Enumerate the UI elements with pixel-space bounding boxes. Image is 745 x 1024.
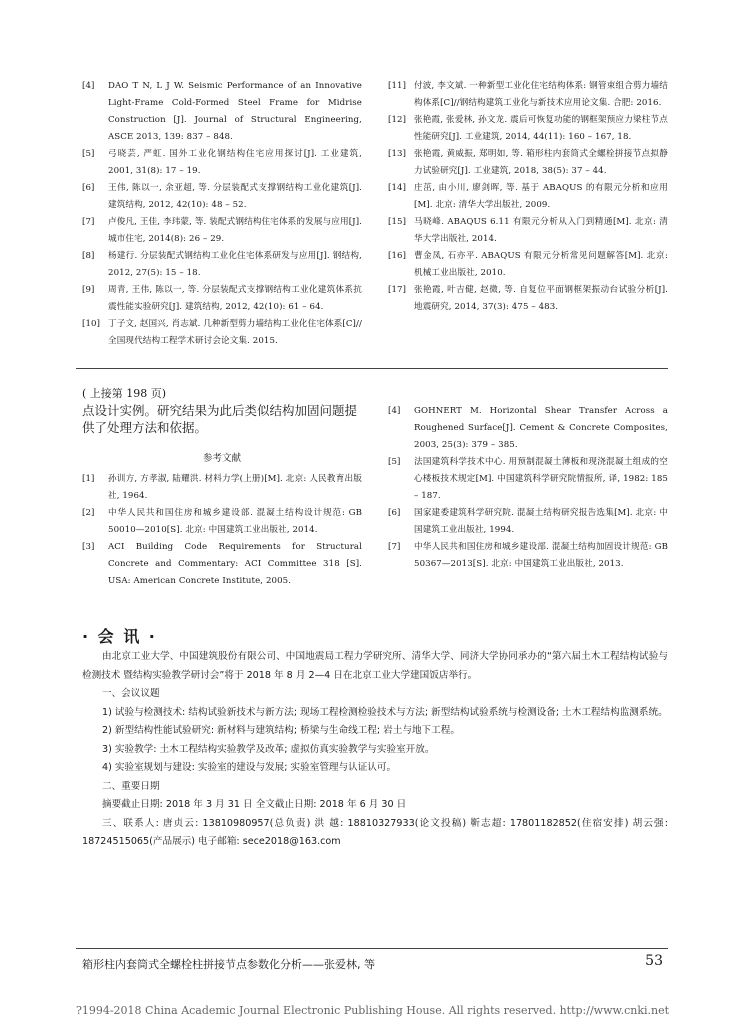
- news-section-dates: 二、重要日期: [102, 780, 160, 792]
- reference-text: 张艳霞, 张爱林, 孙文龙. 震后可恢复功能的钢框架预应力梁柱节点性能研究[J]. 工业建筑, 2014, 44(11): 160 – 167, 18.: [414, 115, 668, 142]
- continued-label: ( 上接第 198 页): [82, 387, 167, 400]
- reference-number: [10]: [82, 319, 101, 329]
- reference-text: 王伟, 陈以一, 余亚超, 等. 分层装配式支撑钢结构工业化建筑[J]. 建筑结构, 2012, 42(10): 48 – 52.: [108, 183, 362, 210]
- reference-text: 法国建筑科学技术中心. 用预制混凝土薄板和现浇混凝土组成的空心楼板技术规定[M]. 中国建筑科学研究院情报所, 译, 1982: 185 – 187.: [414, 457, 668, 501]
- refs2-right-column: [388, 403, 668, 573]
- reference-number: [8]: [82, 251, 95, 261]
- references-heading: 参考文献: [202, 453, 241, 464]
- news-section-topics: 一、会议议题: [102, 688, 160, 699]
- reference-text: 曹金凤, 石亦平. ABAQUS 有限元分析常见问题解答[M]. 北京: 机械工业出版社, 2010.: [414, 251, 668, 278]
- news-body: [82, 648, 668, 852]
- reference-number: [14]: [388, 183, 407, 193]
- reference-text: 中华人民共和国住房和城乡建设部. 混凝土结构设计规范: GB 50010—2010[S]. 北京: 中国建筑工业出版社, 2014.: [108, 508, 362, 535]
- running-title: 箱形柱内套筒式全螺栓柱拼接节点参数化分析——张爱林, 等: [82, 958, 375, 971]
- reference-number: [4]: [82, 81, 95, 91]
- copyright-line: ?1994-2018 China Academic Journal Electronic Publishing House. All rights reserved. http://www.cnki.net: [75, 1004, 670, 1017]
- news-intro: 由北京工业大学、中国建筑股份有限公司、中国地震局工程力学研究所、清华大学、同济大学协同承办的“第六届土木工程结构试验与检测技术 暨结构实验教学研讨会”将于 2018 年 8 月 2—4 日在北京工业大学建国饭店举行。: [82, 651, 668, 681]
- reference-item: [82, 248, 362, 282]
- reference-item: [388, 112, 668, 146]
- continued-text: 点设计实例。研究结果为此后类似结构加固问题提供了处理方法和依据。: [82, 403, 358, 435]
- reference-text: 张艳霞, 黄威振, 郑明如, 等. 箱形柱内套筒式全螺栓拼接节点拟静力试验研究[J]. 工业建筑, 2018, 38(5): 37 – 44.: [414, 149, 668, 176]
- reference-number: [17]: [388, 285, 407, 295]
- refs-right-column: [388, 78, 668, 316]
- reference-text: 付波, 李文斌. 一种新型工业化住宅结构体系: 钢管束组合剪力墙结构体系[C]//钢结构建筑工业化与新技术应用论文集. 合肥: 2016.: [414, 81, 668, 108]
- section-divider: [76, 368, 668, 369]
- refs-left-column: [82, 78, 362, 350]
- news-contacts: 三、联系人: 唐贞云: 13810980957(总负责) 洪 越: 18810327933(论文投稿) 靳志超: 17801182852(住宿安排) 胡云强: 18724515065(产品展示) 电子邮箱: sece2018@163.com: [82, 817, 668, 847]
- reference-number: [12]: [388, 115, 407, 125]
- reference-item: [82, 180, 362, 214]
- news-title: · 会 讯 ·: [82, 627, 157, 646]
- reference-item: [388, 248, 668, 282]
- news-dates: 摘要截止日期: 2018 年 3 月 31 日 全文截止日期: 2018 年 6 月 30 日: [102, 799, 407, 810]
- news-topic: 4) 实验室规划与建设: 实验室的建设与发展; 实验室管理与认证认可。: [102, 762, 397, 773]
- reference-number: [15]: [388, 217, 407, 227]
- reference-text: 周青, 王伟, 陈以一, 等. 分层装配式支撑钢结构工业化建筑体系抗震性能实验研究[J]. 建筑结构, 2012, 42(10): 61 – 64.: [108, 285, 362, 312]
- reference-number: [4]: [388, 406, 401, 416]
- reference-number: [9]: [82, 285, 95, 295]
- reference-item: [82, 471, 362, 505]
- reference-text: 国家建委建筑科学研究院. 混凝土结构研究报告选集[M]. 北京: 中国建筑工业出版社, 1994.: [414, 508, 668, 535]
- news-topic: 2) 新型结构性能试验研究: 新材料与建筑结构; 桥梁与生命线工程; 岩土与地下工程。: [102, 725, 460, 736]
- reference-number: [16]: [388, 251, 407, 261]
- reference-number: [1]: [82, 474, 95, 484]
- reference-text: 马晓峰. ABAQUS 6.11 有限元分析从入门到精通[M]. 北京: 清华大学出版社, 2014.: [414, 217, 668, 244]
- reference-text: 卢俊凡, 王佳, 李玮蒙, 等. 装配式钢结构住宅体系的发展与应用[J]. 城市住宅, 2014(8): 26 – 29.: [108, 217, 362, 244]
- page-number: 53: [645, 953, 663, 969]
- reference-number: [6]: [388, 508, 401, 518]
- reference-text: 杨建行. 分层装配式钢结构工业化住宅体系研发与应用[J]. 钢结构, 2012, 27(5): 15 – 18.: [108, 251, 362, 278]
- reference-item: [388, 180, 668, 214]
- reference-text: 孙训方, 方孝淑, 陆耀洪. 材料力学(上册)[M]. 北京: 人民教育出版社, 1964.: [108, 474, 362, 501]
- reference-item: [82, 78, 362, 146]
- reference-item: [388, 454, 668, 505]
- reference-item: [388, 539, 668, 573]
- reference-item: [388, 214, 668, 248]
- reference-text: 中华人民共和国住房和城乡建设部. 混凝土结构加固设计规范: GB 50367—2013[S]. 北京: 中国建筑工业出版社, 2013.: [414, 542, 668, 569]
- reference-item: [388, 403, 668, 454]
- reference-text: DAO T N, L J W. Seismic Performance of an Innovative Light-Frame Cold-Formed Steel Frame for Midrise Construction [J]. Journal of Structural Engineering, ASCE 2013, 139: 837 – 848.: [108, 81, 362, 142]
- reference-text: GOHNERT M. Horizontal Shear Transfer Across a Roughened Surface[J]. Cement & Concrete Composites, 2003, 25(3): 379 – 385.: [414, 406, 668, 450]
- reference-number: [3]: [82, 542, 95, 552]
- reference-item: [82, 505, 362, 539]
- reference-number: [6]: [82, 183, 95, 193]
- reference-text: 丁子文, 赵国兴, 肖志斌. 几种新型剪力墙结构工业化住宅体系[C]//全国现代结构工程学术研讨会论文集. 2015.: [108, 319, 362, 346]
- reference-item: [388, 78, 668, 112]
- reference-number: [5]: [82, 149, 95, 159]
- reference-item: [388, 146, 668, 180]
- reference-number: [7]: [388, 542, 401, 552]
- refs2-left-list: [82, 471, 362, 590]
- reference-text: 弓晓芸, 严虹. 国外工业化钢结构住宅应用探讨[J]. 工业建筑, 2001, 31(8): 17 – 19.: [108, 149, 362, 176]
- reference-number: [5]: [388, 457, 401, 467]
- news-topic: 1) 试验与检测技术: 结构试验新技术与新方法; 现场工程检测检验技术与方法; 新型结构试验系统与检测设备; 土木工程结构监测系统。: [102, 706, 668, 718]
- reference-number: [13]: [388, 149, 407, 159]
- continued-block: [82, 385, 362, 590]
- footer-divider: [76, 948, 668, 949]
- reference-item: [82, 146, 362, 180]
- reference-item: [82, 282, 362, 316]
- reference-number: [11]: [388, 81, 407, 91]
- reference-number: [7]: [82, 217, 95, 227]
- reference-number: [2]: [82, 508, 95, 518]
- reference-item: [82, 539, 362, 590]
- reference-item: [82, 316, 362, 350]
- reference-item: [388, 282, 668, 316]
- reference-item: [82, 214, 362, 248]
- news-topic: 3) 实验教学: 土木工程结构实验教学及改革; 虚拟仿真实验教学与实验室开放。: [102, 743, 435, 755]
- reference-item: [388, 505, 668, 539]
- reference-text: 庄茁, 由小川, 廖剑晖, 等. 基于 ABAQUS 的有限元分析和应用[M]. 北京: 清华大学出版社, 2009.: [414, 183, 668, 210]
- reference-text: ACI Building Code Requirements for Structural Concrete and Commentary: ACI Committee 318 [S]. USA: American Concrete Institute, 2005.: [108, 542, 362, 586]
- reference-text: 张艳霞, 叶吉健, 赵微, 等. 自复位平面钢框架振动台试验分析[J]. 地震研究, 2014, 37(3): 475 – 483.: [414, 285, 668, 312]
